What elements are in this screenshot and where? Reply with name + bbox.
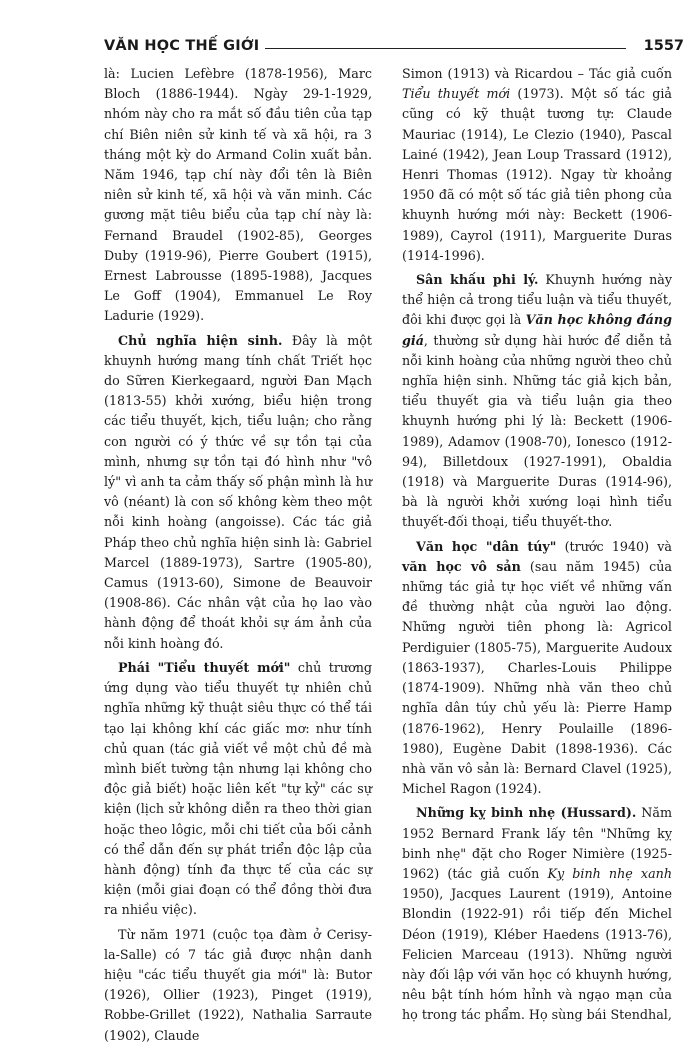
text-segment: (1973). Một số tác giả cũng có kỹ thuật tương tự: Claude Mauriac (1914), Le Clezio (1940), Pascal Lainé (1942), Jean Loup Trassard (1912), Henri Thomas (1912). Ngay từ khoảng 1950 đã có một số tác giả tiên phong của khuynh hướng mới này: Beckett (1906-1989), Cayrol (1911), Marguerite Duras (1914-1996). xyxy=(402,86,672,263)
text-segment: , thường sử dụng hài hước để diễn tả nỗi kinh hoàng của những người theo chủ nghĩa hiện sinh. Những tác giả kịch bản, tiểu thuyết gia và tiểu luận gia theo khuynh hướng phi lý là: Beckett (1906-1989), Adamov (1908-70), Ionesco (1912-94), Billetdoux (1927-1991), Obaldia (1918) và Marguerite Duras (1914-96), bà là người khởi xướng loại hình tiểu thuyết-đối thoại, tiểu thuyết-thơ. xyxy=(402,332,672,530)
book-title-ky-binh-nhe-xanh: Kỵ binh nhẹ xanh xyxy=(547,865,672,881)
text-segment: Năm 1952 Bernard Frank lấy tên "Những kỵ binh nhẹ" đặt cho Roger Nimière (1925-1962) (tác giả cuốn xyxy=(402,805,672,881)
text-nouveau-roman: chủ trương ứng dụng vào tiểu thuyết tự nhiên chủ nghĩa những kỹ thuật siêu thực có thể tái tạo lại không khí các giấc mơ: như tính chủ quan (tác giả viết về một chủ đề mà mình biết tường tận nhưng lại không cho độc giả biết) hoặc liên kết "tự kỷ" các sự kiện (lịch sử không diễn ra theo thời gian hoặc theo lôgic, mỗi chi tiết của bối cảnh có thể dẫn đến sự phát triển độc lập của hành động) tính đa thực tế của các sự kiện (mỗi giai đoạn có thể đồng thời đưa ra nhiều việc). xyxy=(104,659,373,918)
paragraph-cerisy: Từ năm 1971 (cuộc tọa đàm ở Cerisy-la-Salle) có 7 tác giả được nhận danh hiệu "các tiểu thuyết gia mới" là: Butor (1926), Ollier (1923), Pinget (1919), Robbe-Grillet (1922), Nathalia Sarraute (1902), Claude xyxy=(104,926,372,1043)
heading-nouveau-roman: Phái "Tiểu thuyết mới" xyxy=(118,659,291,675)
book-title-tieu-thuyet-moi: Tiểu thuyết mới xyxy=(402,86,511,102)
heading-absurd-theatre: Sân khấu phi lý. xyxy=(416,272,539,288)
left-column xyxy=(104,64,372,1050)
term-van-hoc-khong-dang-gia: Văn học không đáng giá xyxy=(402,312,672,348)
text-segment: Simon (1913) và Ricardou – Tác giả cuốn xyxy=(402,66,672,81)
text-existentialism: Đây là một khuynh hướng mang tính chất Triết học do Sữren Kierkegaard, người Đan Mạch (1813-55) khởi xướng, biểu hiện trong các tiểu thuyết, kịch, tiểu luận; cho rằng con người có ý thức về sự tồn tại của mình, nhưng sự tồn tại đó hình như "vô lý" vì anh ta cảm thấy số phận mình là hư vô (néant) là con số không kèm theo một nỗi kinh hoàng (angoisse). Các tác giả Pháp theo chủ nghĩa hiện sinh là: Gabriel Marcel (1889-1973), Sartre (1905-80), Camus (1913-60), Simone de Beauvoir (1908-86). Các nhân vật của họ lao vào hành động để thoát khỏi sự ám ảnh của nỗi kinh hoàng đó. xyxy=(104,332,372,651)
paragraph-new-novelists xyxy=(402,64,672,266)
paragraph-hussards xyxy=(402,803,672,1025)
right-column xyxy=(402,64,672,1030)
text-segment: (sau năm 1945) của những tác giả tự học viết về những vấn đề thường nhật của người lao động. Những người tiên phong là: Agricol Perdiguier (1805-75), Marguerite Audoux (1863-1937), Charles-Louis Philippe (1874-1909). Những nhà văn theo chủ nghĩa dân túy chủ yếu là: Pierre Hamp (1876-1962), Henry Poulaille (1896-1980), Eugène Dabit (1898-1936). Các nhà văn vô sản là: Bernard Clavel (1925), Michel Ragon (1924). xyxy=(402,558,672,797)
heading-proletarian: văn học vô sản xyxy=(402,558,521,574)
text-segment: (trước 1940) và xyxy=(556,538,672,554)
paragraph-annales: là: Lucien Lefèbre (1878-1956), Marc Bloch (1886-1944). Ngày 29-1-1929, nhóm này cho ra mắt số đầu tiên của tạp chí Biên niên sử kinh tế và xã hội, ra 3 tháng một kỳ do Armand Colin xuất bản. Năm 1946, tạp chí này đổi tên là Biên niên sử kinh tế, xã hội và văn minh. Các gương mặt tiêu biểu của tạp chí này là: Fernand Braudel (1902-85), Georges Duby (1919-96), Pierre Goubert (1915), Ernest Labrousse (1895-1988), Jacques Le Goff (1904), Emmanuel Le Roy Ladurie (1929). xyxy=(104,66,372,324)
heading-existentialism: Chủ nghĩa hiện sinh. xyxy=(118,332,283,348)
paragraph-nouveau-roman xyxy=(104,658,372,921)
heading-populism: Văn học "dân túy" xyxy=(416,538,557,554)
book-title: VĂN HỌC THẾ GIỚI xyxy=(104,38,265,54)
paragraph-existentialism xyxy=(104,331,372,654)
heading-hussards: Những kỵ binh nhẹ (Hussard). xyxy=(416,805,637,821)
page-number: 1557 xyxy=(638,38,684,54)
paragraph-absurd-theatre xyxy=(402,270,672,533)
text-segment: 1950), Jacques Laurent (1919), Antoine Blondin (1922-91) rồi tiếp đến Michel Déon (1919), Kléber Haedens (1913-76), Felicien Marceau (1913). Những người này đối lập với văn học có khuynh hướng, nêu bật tính hóm hỉnh và ngạo mạn của họ trong tác phẩm. Họ sùng bái Stendhal, xyxy=(402,886,672,1023)
running-header xyxy=(104,38,684,60)
paragraph-populism xyxy=(402,537,672,800)
text-segment: Khuynh hướng này thể hiện cả trong tiểu luận và tiểu thuyết, đôi khi được gọi là xyxy=(402,272,672,328)
